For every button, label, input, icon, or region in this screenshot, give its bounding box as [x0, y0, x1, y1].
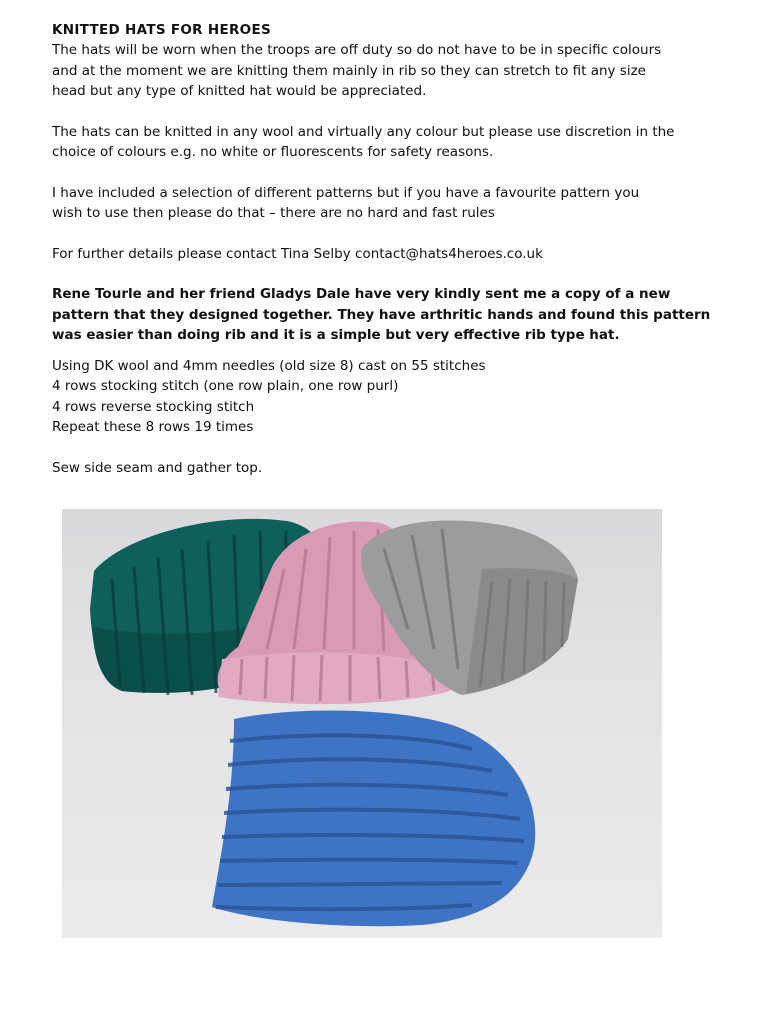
page-title: KNITTED HATS FOR HEROES	[52, 22, 271, 38]
text-line: and at the moment we are knitting them mainly in rib so they can stretch to fit any size	[52, 62, 646, 79]
instruction-line: Repeat these 8 rows 19 times	[52, 419, 254, 435]
knitted-hats-photo	[62, 509, 662, 938]
text-line: was easier than doing rib and it is a simple but very effective rib type hat.	[52, 327, 620, 343]
text-line: wish to use then please do that – there are no hard and fast rules	[52, 205, 495, 221]
instructions	[52, 356, 732, 438]
text-line: The hats will be worn when the troops are off duty so do not have to be in specific colours	[52, 42, 662, 58]
document-page	[52, 20, 732, 478]
blue-hat	[212, 710, 535, 926]
wool-paragraph	[52, 122, 732, 163]
text-line: Rene Tourle and her friend Gladys Dale have very kindly sent me a copy of a new	[52, 286, 671, 302]
text-line: head but any type of knitted hat would be appreciated.	[52, 83, 427, 99]
credit-paragraph	[52, 284, 732, 346]
text-line: pattern that they designed together. They have arthritic hands and found this pattern	[52, 306, 711, 323]
finish-line: Sew side seam and gather top.	[52, 459, 263, 476]
text-line: The hats can be knitted in any wool and virtually any colour but please use discretion in the	[52, 123, 675, 140]
hats-illustration	[62, 509, 662, 938]
text-line: I have included a selection of different patterns but if you have a favourite pattern you	[52, 184, 640, 201]
instruction-line: 4 rows stocking stitch (one row plain, one row purl)	[52, 378, 399, 394]
contact-line: For further details please contact Tina Selby contact@hats4heroes.co.uk	[52, 245, 543, 262]
text-line: choice of colours e.g. no white or fluorescents for safety reasons.	[52, 144, 494, 160]
intro-paragraph	[52, 40, 732, 102]
instruction-line: Using DK wool and 4mm needles (old size 8) cast on 55 stitches	[52, 357, 486, 374]
patterns-paragraph	[52, 183, 732, 224]
instruction-line: 4 rows reverse stocking stitch	[52, 398, 255, 415]
